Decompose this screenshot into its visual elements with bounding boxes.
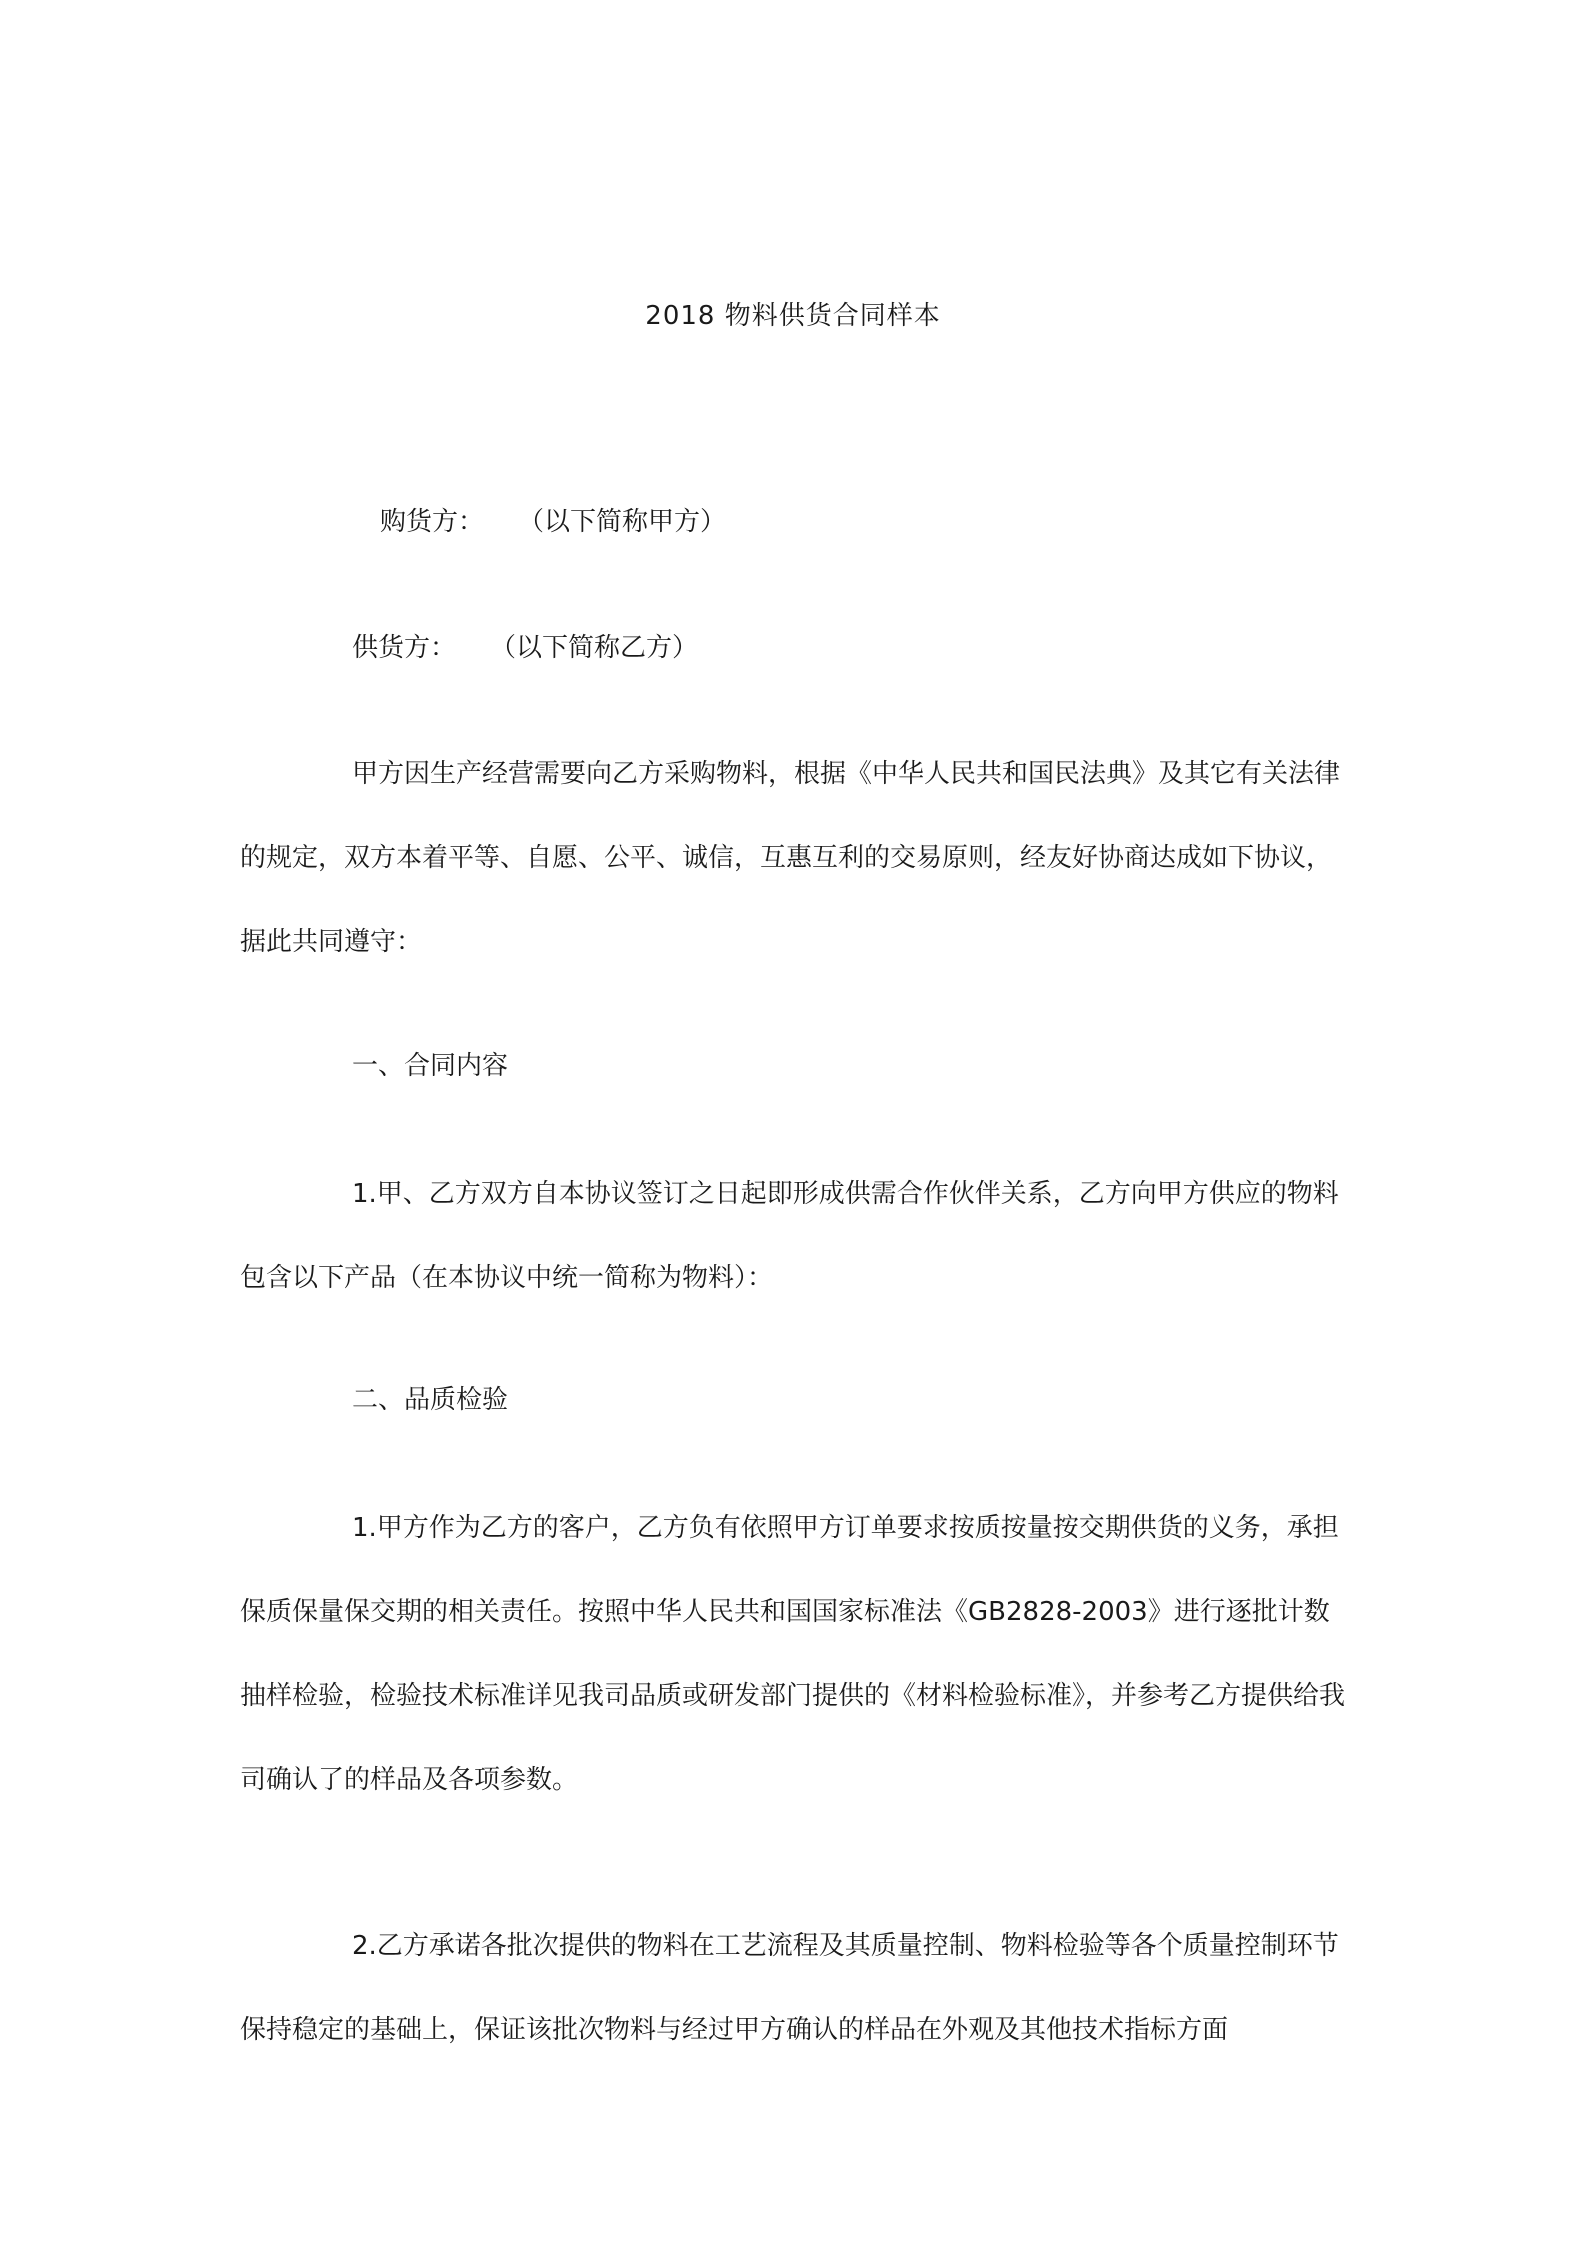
supplier-line	[352, 628, 698, 668]
section-2-paragraph-2: 2.乙方承诺各批次提供的物料在工艺流程及其质量控制、物料检验等各个质量控制环节保持稳定的基础上，保证该批次物料与经过甲方确认的样品在外观及其他技术指标方面	[240, 1931, 1339, 2045]
buyer-note: （以下简称甲方）	[518, 507, 727, 537]
section-2-paragraph-1: 1.甲方作为乙方的客户，乙方负有依照甲方订单要求按质按量按交期供货的义务，承担保质保量保交期的相关责任。按照中华人民共和国国家标准法《GB2828-2003》进行逐批计数抽样检验，检验技术标准详见我司品质或研发部门提供的《材料检验标准》，并参考乙方提供给我司确认了的样品及各项参数。	[240, 1513, 1346, 1795]
supplier-note: （以下简称乙方）	[490, 633, 699, 663]
document-title: 2018 物料供货合同样本	[645, 301, 941, 331]
section-heading-contract-content: 一、合同内容	[352, 1051, 509, 1081]
section-1-paragraph-1: 1.甲、乙方双方自本协议签订之日起即形成供需合作伙伴关系，乙方向甲方供应的物料包含以下产品（在本协议中统一简称为物料）：	[240, 1179, 1339, 1293]
buyer-line	[380, 502, 726, 542]
intro-paragraph: 甲方因生产经营需要向乙方采购物料，根据《中华人民共和国民法典》及其它有关法律的规定，双方本着平等、自愿、公平、诚信，互惠互利的交易原则，经友好协商达成如下协议，据此共同遵守：	[240, 759, 1341, 957]
buyer-label: 购货方：	[380, 507, 485, 537]
supplier-label: 供货方：	[352, 633, 457, 663]
section-heading-quality-inspection: 二、品质检验	[352, 1385, 509, 1415]
